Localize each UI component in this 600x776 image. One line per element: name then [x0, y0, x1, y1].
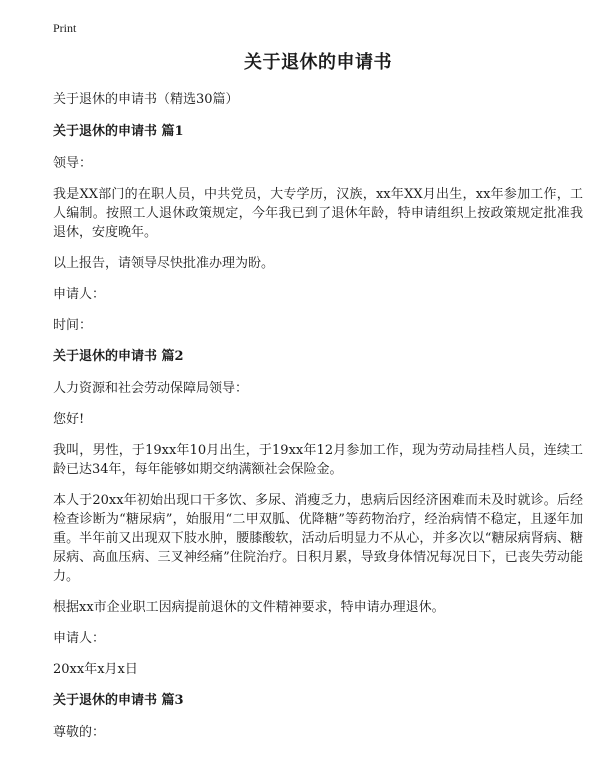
paragraph: 人力资源和社会劳动保障局领导：: [53, 381, 249, 396]
paragraph: 20xx年x月x日: [53, 662, 138, 677]
paragraph: 我是XX部门的在职人员，中共党员，大专学历，汉族，xx年XX月出生，xx年参加工作，工人编制。按照工人退休政策规定，今年我已到了退休年龄，特申请组织上按政策规定批准我退休，安度晚年。: [53, 187, 583, 240]
document-title: 关于退休的申请书: [244, 52, 392, 73]
paragraph: 申请人：: [53, 631, 106, 646]
print-link[interactable]: Print: [53, 21, 77, 35]
document-subtitle: 关于退休的申请书（精选30篇）: [53, 92, 239, 107]
section-heading-3: 关于退休的申请书 篇3: [53, 693, 184, 708]
paragraph: 申请人：: [53, 287, 106, 302]
section-heading-2: 关于退休的申请书 篇2: [53, 349, 184, 364]
paragraph: 您好!: [53, 412, 85, 427]
paragraph: 本人于20xx年初始出现口干多饮、多尿、消瘦乏力，患病后因经济困难而未及时就诊。后经检查诊断为“糖尿病”，始服用“二甲双胍、优降糖”等药物治疗，经治病情不稳定，且逐年加重。半年前又出现双下肢水肿，腰膝酸软，活动后明显力不从心，并多次以“糖尿病肾病、糖尿病、高血压病、三叉神经痛”住院治疗。日积月累，导致身体情况每况日下，已丧失劳动能力。: [53, 493, 583, 584]
paragraph: 时间：: [53, 318, 93, 333]
paragraph: 根据xx市企业职工因病提前退休的文件精神要求，特申请办理退休。: [53, 600, 445, 615]
section-heading-1: 关于退休的申请书 篇1: [53, 124, 184, 139]
paragraph: 领导：: [53, 156, 93, 171]
document-body: [53, 50, 583, 754]
paragraph: 以上报告，请领导尽快批准办理为盼。: [53, 256, 275, 271]
paragraph: 尊敬的：: [53, 725, 106, 740]
paragraph: 我叫，男性，于19xx年10月出生，于19xx年12月参加工作，现为劳动局挂档人员，连续工龄已达34年，每年能够如期交纳满额社会保险金。: [53, 443, 583, 477]
